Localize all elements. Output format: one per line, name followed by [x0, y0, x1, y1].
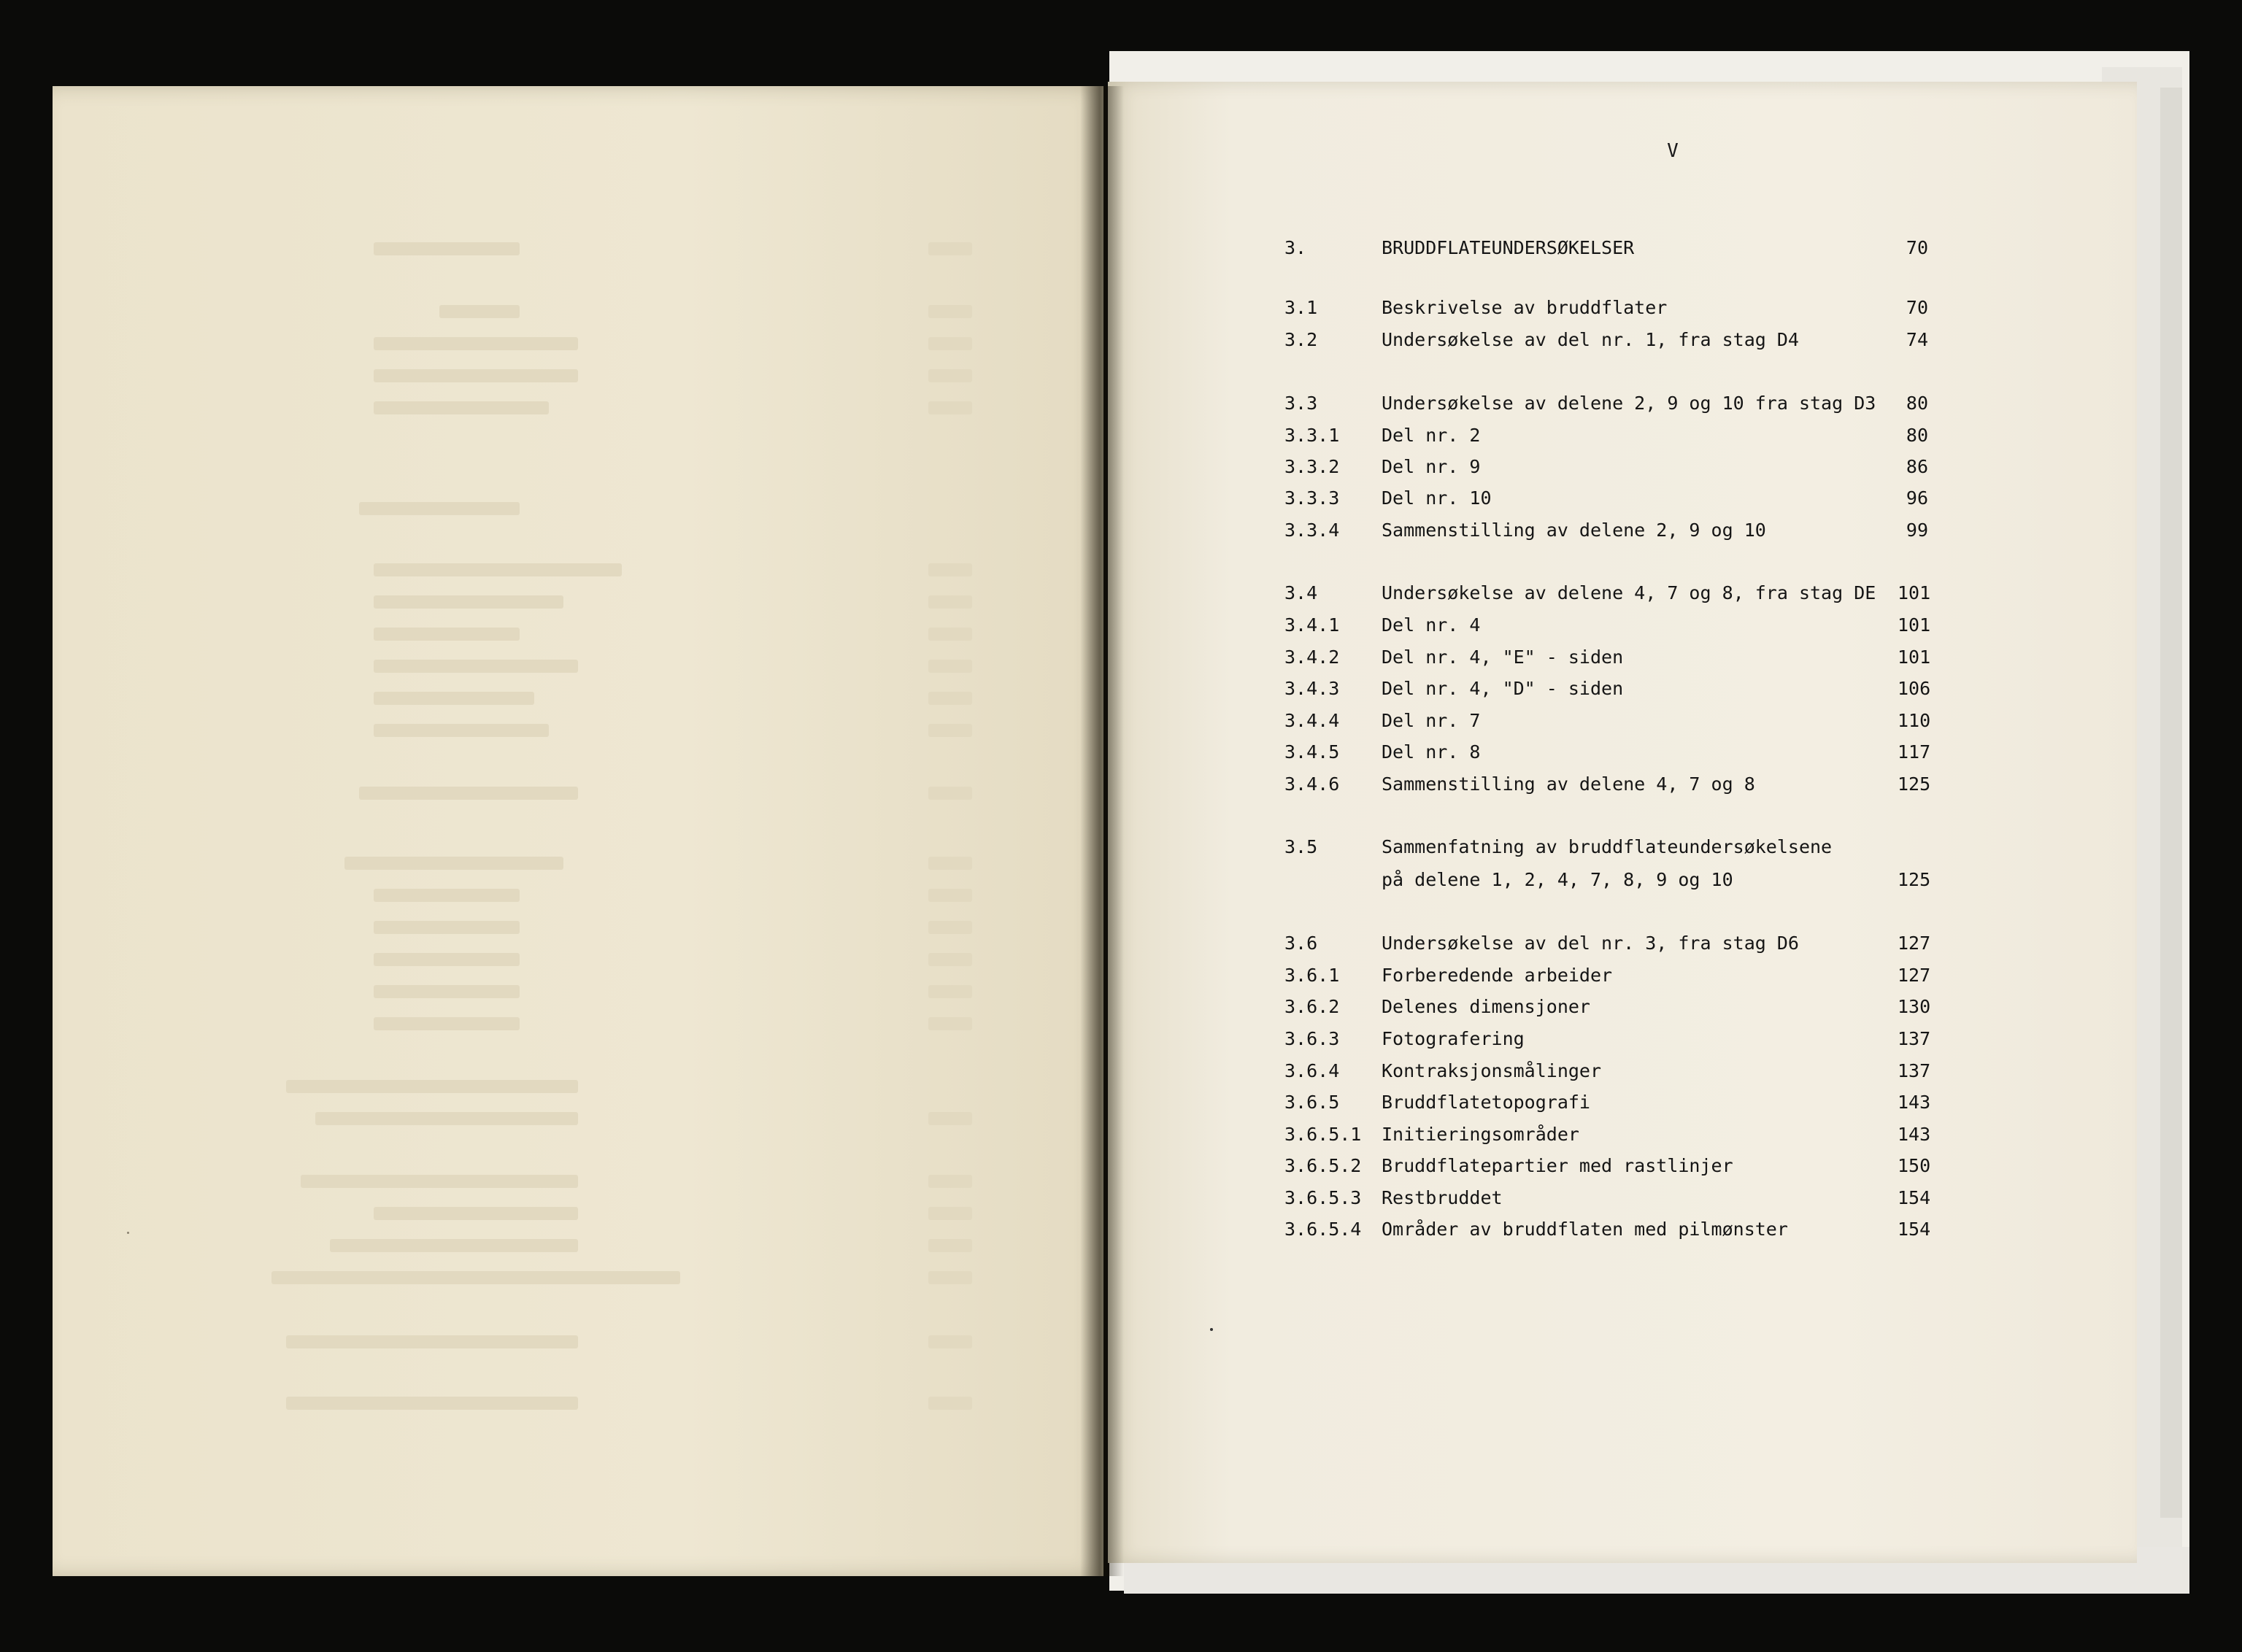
- show-through-text: [330, 1112, 987, 1127]
- toc-section-number: 3.4.3: [1284, 678, 1340, 699]
- toc-section-title: Bruddflatepartier med rastlinjer: [1382, 1155, 1733, 1176]
- toc-section-number: 3.4.6: [1284, 773, 1340, 795]
- toc-section-title: Del nr. 8: [1382, 741, 1481, 763]
- toc-page-number: 125: [1898, 869, 1931, 890]
- toc-page-number: 110: [1898, 710, 1931, 731]
- toc-section-title: Del nr. 9: [1382, 456, 1481, 477]
- show-through-text: [330, 563, 987, 578]
- toc-section-number: 3.6: [1284, 933, 1318, 954]
- toc-section-number: 3.6.3: [1284, 1028, 1340, 1049]
- toc-section-number: 3.6.5: [1284, 1092, 1340, 1113]
- show-through-text: [330, 1397, 987, 1411]
- show-through-text: [330, 1207, 987, 1221]
- show-through-text: [330, 953, 987, 968]
- toc-section-title: Delenes dimensjoner: [1382, 996, 1590, 1017]
- toc-section-title: Sammenstilling av delene 2, 9 og 10: [1382, 520, 1766, 541]
- toc-section-title: på delene 1, 2, 4, 7, 8, 9 og 10: [1382, 869, 1733, 890]
- toc-page-number: 101: [1898, 582, 1931, 603]
- toc-section-title: Forberedende arbeider: [1382, 965, 1613, 986]
- page-number: V: [1667, 140, 1679, 162]
- show-through-text: [330, 401, 987, 416]
- show-through-text: [330, 1271, 987, 1286]
- toc-page-number: 74: [1906, 329, 1928, 350]
- toc-page-number: 137: [1898, 1060, 1931, 1081]
- toc-section-title: Initieringsområder: [1382, 1124, 1579, 1145]
- toc-section-title: Del nr. 4: [1382, 614, 1481, 636]
- toc-section-number: 3.4.2: [1284, 646, 1340, 668]
- toc-section-number: 3.6.5.4: [1284, 1219, 1362, 1240]
- toc-section-title: Bruddflatetopografi: [1382, 1092, 1590, 1113]
- toc-page-number: 125: [1898, 773, 1931, 795]
- show-through-text: [330, 502, 987, 517]
- toc-section-number: 3.6.5.1: [1284, 1124, 1362, 1145]
- toc-page-number: 99: [1906, 520, 1928, 541]
- toc-page-number: 150: [1898, 1155, 1931, 1176]
- toc-page-number: 106: [1898, 678, 1931, 699]
- toc-section-title: Del nr. 4, "E" - siden: [1382, 646, 1624, 668]
- toc-section-title: Undersøkelse av del nr. 1, fra stag D4: [1382, 329, 1799, 350]
- toc-page-number: 70: [1906, 297, 1928, 318]
- show-through-text: [330, 921, 987, 935]
- show-through-text: [330, 787, 987, 801]
- toc-section-number: 3.4.1: [1284, 614, 1340, 636]
- toc-section-title: Del nr. 4, "D" - siden: [1382, 678, 1624, 699]
- toc-section-number: 3.3.3: [1284, 487, 1340, 509]
- book-spine: [1080, 86, 1124, 1576]
- show-through-text: [330, 660, 987, 674]
- toc-section-title: Del nr. 7: [1382, 710, 1481, 731]
- toc-page-number: 80: [1906, 393, 1928, 414]
- toc-section-number: 3.4.5: [1284, 741, 1340, 763]
- toc-section-title: Restbruddet: [1382, 1187, 1503, 1208]
- toc-section-number: 3.3: [1284, 393, 1318, 414]
- show-through-text: [330, 337, 987, 352]
- toc-section-number: 3.6.1: [1284, 965, 1340, 986]
- toc-page-number: 154: [1898, 1187, 1931, 1208]
- show-through-text: [330, 369, 987, 384]
- show-through-text: [330, 985, 987, 1000]
- show-through-text: [330, 305, 987, 320]
- show-through-text: [330, 595, 987, 610]
- toc-section-number: 3.5: [1284, 836, 1318, 857]
- toc-page-number: 143: [1898, 1124, 1931, 1145]
- toc-section-title: Sammenfatning av bruddflateundersøkelsene: [1382, 836, 1833, 857]
- toc-page-number: 86: [1906, 456, 1928, 477]
- show-through-text: [330, 889, 987, 903]
- show-through-text: [330, 242, 987, 257]
- toc-page-number: 70: [1906, 237, 1928, 258]
- toc-page-number: 117: [1898, 741, 1931, 763]
- toc-section-number: 3.3.4: [1284, 520, 1340, 541]
- toc-page-number: 101: [1898, 614, 1931, 636]
- toc-section-title: Undersøkelse av delene 4, 7 og 8, fra stag DE: [1382, 582, 1876, 603]
- show-through-text: [330, 1239, 987, 1254]
- toc-section-title: Områder av bruddflaten med pilmønster: [1382, 1219, 1788, 1240]
- paper-edge: [2160, 88, 2182, 1518]
- toc-section-number: 3.3.2: [1284, 456, 1340, 477]
- toc-section-number: 3.4: [1284, 582, 1318, 603]
- toc-page-number: 127: [1898, 965, 1931, 986]
- show-through-text: [330, 628, 987, 642]
- left-page: [53, 86, 1103, 1576]
- toc-page-number: 80: [1906, 425, 1928, 446]
- show-through-text: [330, 1175, 987, 1189]
- dust-speck: [1210, 1328, 1213, 1331]
- show-through-text: [330, 692, 987, 706]
- toc-section-number: 3.3.1: [1284, 425, 1340, 446]
- show-through-text: [330, 724, 987, 738]
- toc-section-number: 3.6.4: [1284, 1060, 1340, 1081]
- toc-section-number: 3.6.2: [1284, 996, 1340, 1017]
- show-through-text: [330, 1080, 987, 1095]
- toc-section-title: Del nr. 10: [1382, 487, 1492, 509]
- toc-page-number: 130: [1898, 996, 1931, 1017]
- toc-section-number: 3.4.4: [1284, 710, 1340, 731]
- dust-speck: [127, 1232, 129, 1234]
- toc-section-number: 3.6.5.3: [1284, 1187, 1362, 1208]
- toc-page-number: 143: [1898, 1092, 1931, 1113]
- toc-section-title: Kontraksjonsmålinger: [1382, 1060, 1602, 1081]
- toc-page-number: 96: [1906, 487, 1928, 509]
- toc-section-number: 3.2: [1284, 329, 1318, 350]
- toc-section-title: Undersøkelse av del nr. 3, fra stag D6: [1382, 933, 1799, 954]
- show-through-text: [330, 857, 987, 871]
- toc-section-number: 3.6.5.2: [1284, 1155, 1362, 1176]
- toc-section-title: BRUDDFLATEUNDERSØKELSER: [1382, 237, 1635, 258]
- show-through-text: [330, 1017, 987, 1032]
- toc-section-title: Fotografering: [1382, 1028, 1525, 1049]
- show-through-text: [330, 1335, 987, 1350]
- toc-page-number: 154: [1898, 1219, 1931, 1240]
- toc-section-number: 3.1: [1284, 297, 1318, 318]
- toc-section-title: Sammenstilling av delene 4, 7 og 8: [1382, 773, 1755, 795]
- toc-page-number: 127: [1898, 933, 1931, 954]
- toc-page-number: 137: [1898, 1028, 1931, 1049]
- toc-section-number: 3.: [1284, 237, 1307, 258]
- toc-section-title: Del nr. 2: [1382, 425, 1481, 446]
- toc-section-title: Beskrivelse av bruddflater: [1382, 297, 1668, 318]
- toc-section-title: Undersøkelse av delene 2, 9 og 10 fra stag D3: [1382, 393, 1876, 414]
- toc-page-number: 101: [1898, 646, 1931, 668]
